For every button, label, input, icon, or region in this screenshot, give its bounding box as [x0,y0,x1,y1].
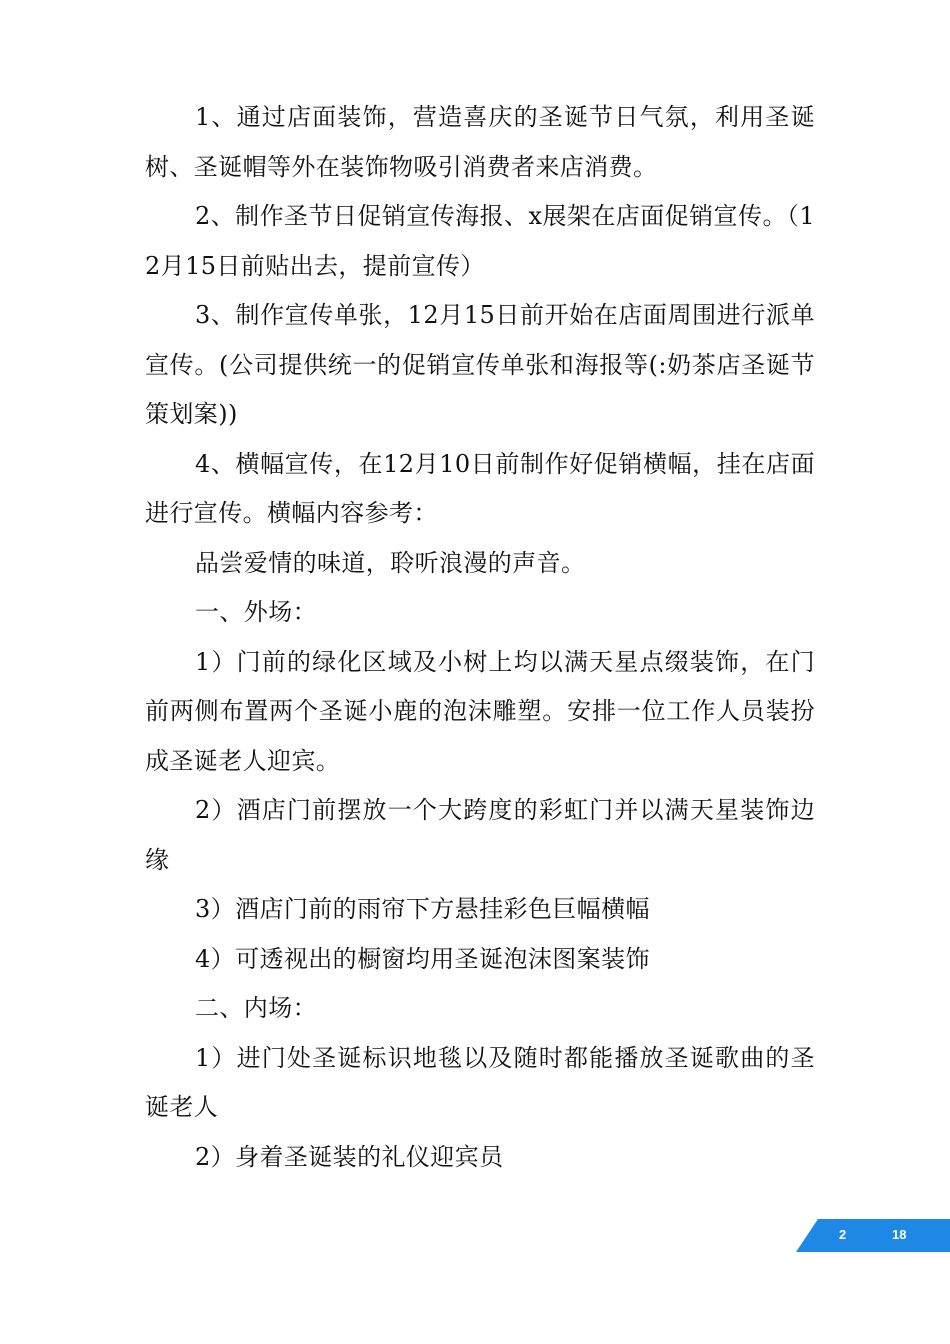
outdoor-item-1: 1）门前的绿化区域及小树上均以满天星点缀装饰，在门前两侧布置两个圣诞小鹿的泡沫雕塑。安排一位工作人员装扮成圣诞老人迎宾。 [145,647,815,775]
paragraph-3: 3、制作宣传单张，12月15日前开始在店面周围进行派单宣传。(公司提供统一的促销宣传单张和海报等(:奶茶店圣诞节策划案)) [145,301,815,428]
page-number-badge [796,1219,950,1252]
total-pages: 18 [892,1227,907,1242]
badge-background [796,1219,950,1252]
paragraph-4: 4、横幅宣传，在12月10日前制作好促销横幅，挂在店面进行宣传。横幅内容参考： [145,449,815,527]
outdoor-item-4: 4）可透视出的橱窗均用圣诞泡沫图案装饰 [195,944,650,973]
indoor-item-2: 2）身着圣诞装的礼仪迎宾员 [195,1142,504,1171]
outdoor-item-3: 3）酒店门前的雨帘下方悬挂彩色巨幅横幅 [195,895,650,923]
section-heading-indoor: 二、内场： [195,994,317,1022]
section-heading-outdoor: 一、外场： [195,598,317,626]
outdoor-item-2: 2）酒店门前摆放一个大跨度的彩虹门并以满天星装饰边缘 [145,796,815,874]
indoor-item-1: 1）进门处圣诞标识地毯以及随时都能播放圣诞歌曲的圣诞老人 [145,1043,815,1121]
paragraph-1: 1、通过店面装饰，营造喜庆的圣诞节日气氛，利用圣诞树、圣诞帽等外在装饰物吸引消费者来店消费。 [145,103,815,181]
document-body [145,93,815,1182]
banner-slogan: 品尝爱情的味道，聆听浪漫的声音。 [195,548,586,577]
paragraph-2: 2、制作圣节日促销宣传海报、x展架在店面促销宣传。（12月15日前贴出去，提前宣传） [145,202,815,280]
current-page-number: 2 [839,1227,847,1242]
